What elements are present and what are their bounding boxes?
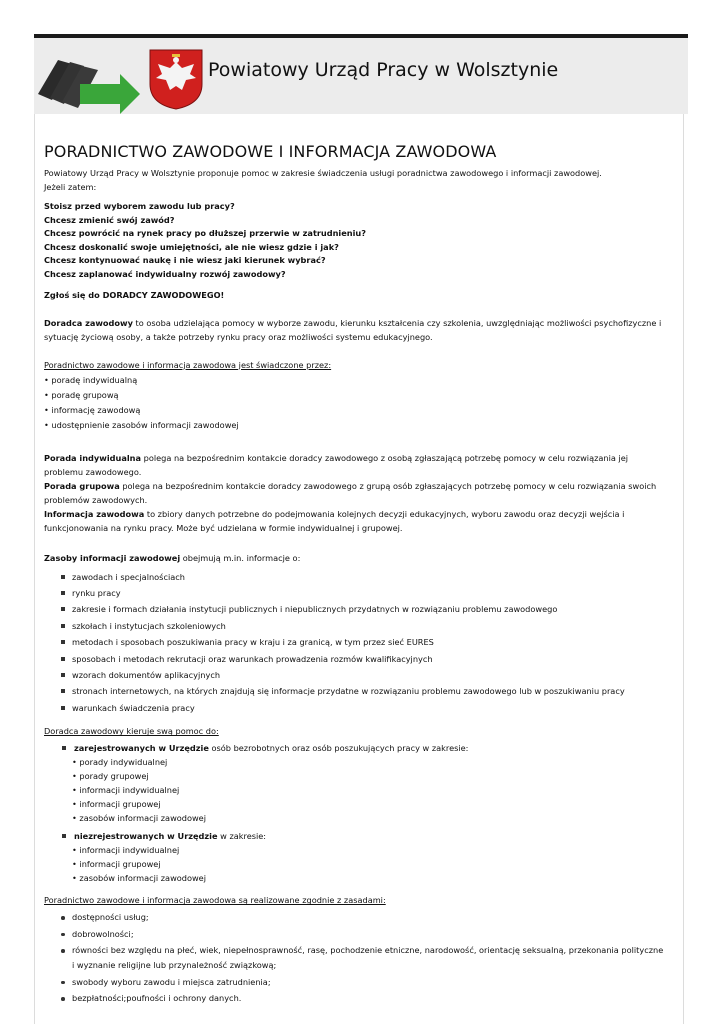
definition-term: Informacja zawodowa bbox=[44, 508, 145, 519]
audience-term: zarejestrowanych w Urzędzie bbox=[74, 743, 209, 754]
list-item: • porady indywidualnej bbox=[72, 757, 168, 768]
list-item: szkołach i instytucjach szkoleniowych bbox=[44, 618, 664, 634]
site-title[interactable]: Powiatowy Urząd Pracy w Wolsztynie bbox=[208, 59, 559, 81]
list-item: • zasobów informacji zawodowej bbox=[72, 873, 206, 884]
list-item: stronach internetowych, na których znajdują się informacje przydatne w rozwiązaniu problemu zawodowego lub w poszukiwaniu pracy bbox=[44, 683, 664, 699]
service-form-item: • udostępnienie zasobów informacji zawodowej bbox=[44, 419, 239, 430]
doradca-description: to osoba udzielająca pomocy w wyborze zawodu, kierunku kształcenia czy szkolenia, uwzględniając możliwości psychofizyczne i sytuację życiową osoby, a także potrzeby rynku pracy oraz możliwości systemu edukacyjnego. bbox=[44, 317, 662, 342]
audience-term: niezrejestrowanych w Urzędzie bbox=[74, 831, 218, 842]
registered-services bbox=[72, 755, 664, 825]
audience-unregistered bbox=[44, 829, 664, 885]
list-item: swobody wyboru zawodu i miejsca zatrudnienia; bbox=[44, 975, 664, 990]
service-form-item: • informację zawodową bbox=[44, 404, 141, 415]
coat-of-arms-icon bbox=[148, 48, 204, 110]
definition-text: polega na bezpośrednim kontakcie doradcy zawodowego z grupą osób zgłaszających potrzebę pomocy w celu rozwiązania swoich problemów zawodowych. bbox=[44, 480, 657, 505]
question-item: Chcesz zmienić swój zawód? bbox=[44, 214, 175, 225]
list-item: • informacji indywidualnej bbox=[72, 785, 180, 796]
audience-section bbox=[44, 724, 664, 885]
list-item: metodach i sposobach poszukiwania pracy w kraju i za granicą, w tym przez sieć EURES bbox=[44, 634, 664, 650]
list-item: warunkach świadczenia pracy bbox=[44, 700, 664, 716]
resources-text: obejmują m.in. informacje o: bbox=[180, 552, 301, 563]
definition-text: to zbiory danych potrzebne do podejmowania kolejnych decyzji edukacyjnych, wyboru zawodu oraz decyzji wejścia i funkcjonowania na rynku pracy. Może być udzielana w formie indywidualnej i grupowej. bbox=[44, 508, 625, 533]
list-item: dostępności usług; bbox=[44, 910, 664, 925]
resources-list bbox=[44, 569, 664, 717]
questions-list bbox=[44, 200, 664, 282]
article bbox=[44, 140, 664, 1008]
definition-text: polega na bezpośrednim kontakcie doradcy zawodowego z osobą zgłaszającą potrzebę pomocy w celu rozwiązania jej problemu zawodowego. bbox=[44, 452, 629, 477]
intro bbox=[44, 167, 664, 194]
question-item: Chcesz kontynuować naukę i nie wiesz jaki kierunek wybrać? bbox=[44, 255, 326, 266]
resources-intro bbox=[44, 551, 664, 565]
question-item: Stoisz przed wyborem zawodu lub pracy? bbox=[44, 201, 235, 211]
question-item: Chcesz doskonalić swoje umiejętności, ale nie wiesz gdzie i jak? bbox=[44, 241, 339, 252]
definition-group bbox=[44, 479, 664, 507]
definition-term: Porada indywidualna bbox=[44, 452, 142, 463]
definition-term: Porada grupowa bbox=[44, 480, 120, 491]
list-item: • informacji grupowej bbox=[72, 859, 161, 870]
list-item: sposobach i metodach rekrutacji oraz warunkach prowadzenia rozmów kwalifikacyjnych bbox=[44, 651, 664, 667]
service-form-item: • poradę indywidualną bbox=[44, 374, 138, 385]
question-item: Chcesz powrócić na rynek pracy po dłuższej przerwie w zatrudnieniu? bbox=[44, 228, 366, 239]
definitions bbox=[44, 451, 664, 535]
audience-registered bbox=[44, 741, 664, 825]
list-item: wzorach dokumentów aplikacyjnych bbox=[44, 667, 664, 683]
list-item: • informacji grupowej bbox=[72, 799, 161, 810]
audience-unregistered-label bbox=[74, 829, 664, 843]
page-title: PORADNICTWO ZAWODOWE I INFORMACJA ZAWODOWA bbox=[44, 142, 497, 161]
service-forms bbox=[44, 358, 664, 433]
site-header bbox=[34, 38, 688, 114]
intro-text: Powiatowy Urząd Pracy w Wolsztynie proponuje pomoc w zakresie świadczenia usługi poradnictwa zawodowego i informacji zawodowej. bbox=[44, 168, 602, 178]
principles-heading: Poradnictwo zawodowe i informacja zawodowa są realizowane zgodnie z zasadami: bbox=[44, 895, 386, 906]
intro-text-2: Jeżeli zatem: bbox=[44, 181, 97, 192]
audience-list bbox=[44, 741, 664, 885]
list-item: zakresie i formach działania instytucji publicznych i niepublicznych przydatnych w rozwiązaniu problemu zawodowego bbox=[44, 601, 664, 617]
question-item: Chcesz zaplanować indywidualny rozwój zawodowy? bbox=[44, 268, 286, 279]
doradca-definition bbox=[44, 316, 664, 344]
audience-text: w zakresie: bbox=[217, 831, 267, 842]
cards-arrow-logo-icon[interactable] bbox=[36, 44, 140, 114]
principles-list bbox=[44, 910, 664, 1006]
resources-section bbox=[44, 551, 664, 717]
resources-term: Zasoby informacji zawodowej bbox=[44, 552, 181, 563]
audience-registered-label bbox=[74, 741, 664, 755]
list-item: zawodach i specjalnościach bbox=[44, 569, 664, 585]
audience-heading: Doradca zawodowy kieruje swą pomoc do: bbox=[44, 726, 219, 737]
list-item: rynku pracy bbox=[44, 585, 664, 601]
list-item: • informacji indywidualnej bbox=[72, 845, 180, 856]
list-item: • porady grupowej bbox=[72, 771, 149, 782]
definition-information bbox=[44, 507, 664, 535]
list-item: dobrowolności; bbox=[44, 927, 664, 942]
service-form-item: • poradę grupową bbox=[44, 389, 119, 400]
audience-text: osób bezrobotnych oraz osób poszukujących pracy w zakresie: bbox=[208, 743, 469, 754]
definition-individual bbox=[44, 451, 664, 479]
principles-section bbox=[44, 893, 664, 1006]
doradca-term: Doradca zawodowy bbox=[44, 317, 133, 328]
unregistered-services bbox=[72, 843, 664, 885]
service-forms-heading: Poradnictwo zawodowe i informacja zawodowa jest świadczone przez: bbox=[44, 359, 332, 370]
list-item: równości bez względu na płeć, wiek, niepełnosprawność, rasę, pochodzenie etniczne, narodowość, orientację seksualną, przekonania polityczne i wyznanie religijne lub przynależność związkową; bbox=[44, 943, 664, 973]
list-item: bezpłatności;poufności i ochrony danych. bbox=[44, 991, 664, 1006]
list-item: • zasobów informacji zawodowej bbox=[72, 813, 206, 824]
call-to-action: Zgłoś się do DORADCY ZAWODOWEGO! bbox=[44, 289, 225, 300]
